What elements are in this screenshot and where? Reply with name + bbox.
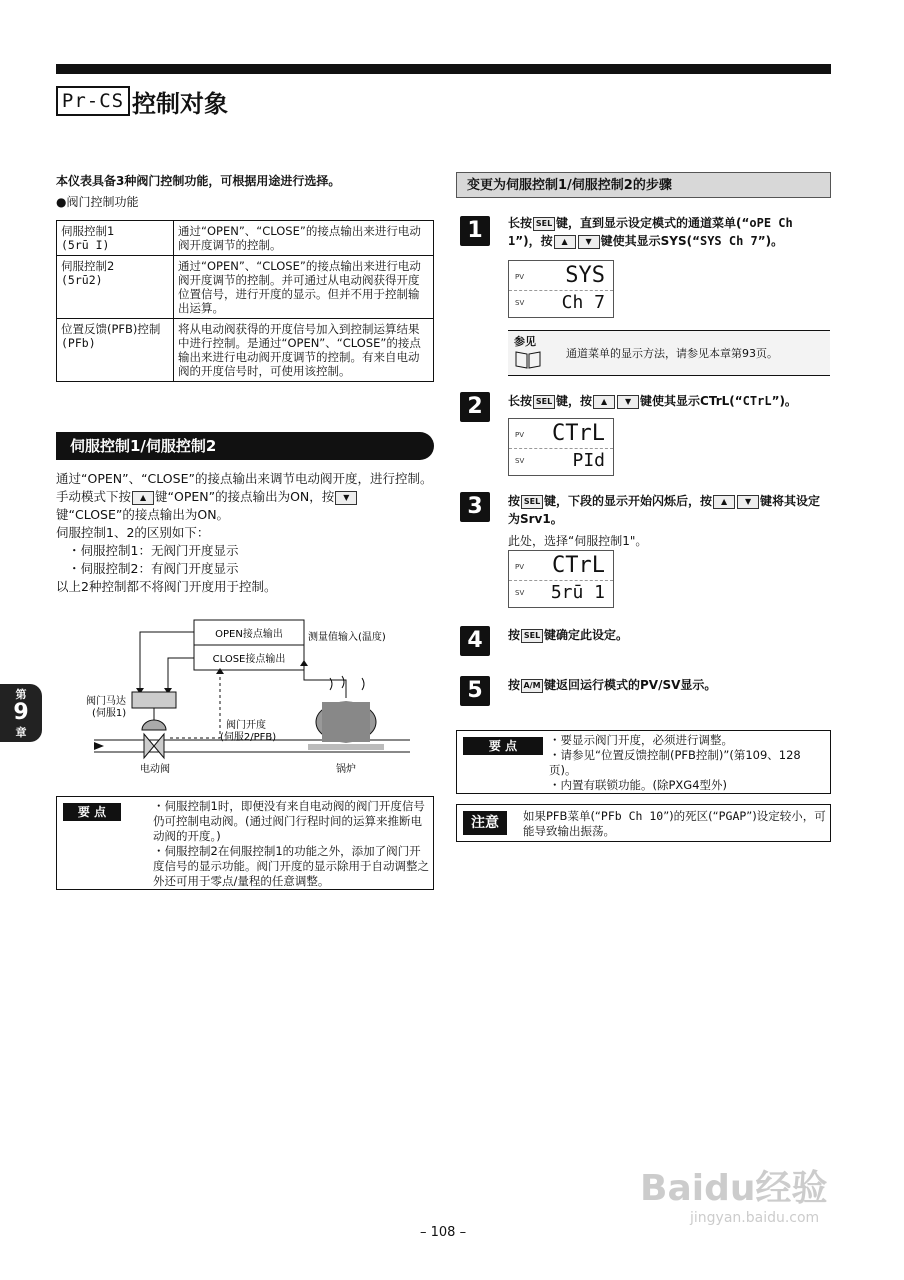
note-item: ・伺服控制2在伺服控制1的功能之外，添加了阀门开度信号的显示功能。阀门开度的显示除用于自动调整之外还可用于零点/量程的任意调整。 (153, 844, 429, 888)
key-points-box (56, 796, 434, 890)
step-number: 3 (460, 492, 490, 522)
menu-code-badge: Pr-CS (56, 86, 130, 116)
motor-sublabel: (伺服1) (92, 708, 127, 719)
boiler-label: 锅炉 (336, 764, 356, 775)
caution-label: 注意 (463, 811, 507, 835)
sel-key-icon: SEL (521, 495, 543, 509)
up-key-icon: ▲ (593, 395, 615, 409)
sel-key-icon: SEL (533, 217, 555, 231)
table-row (57, 319, 434, 382)
page-title: 控制对象 (132, 90, 228, 118)
up-key-icon: ▲ (554, 235, 576, 249)
valve-motor (132, 692, 176, 708)
opening-label: 阀门开度 (226, 720, 266, 731)
lcd-display: PV SYS SV Ch 7 (508, 260, 614, 318)
valve-label: 电动阀 (140, 764, 170, 775)
key-points-label: 要 点 (463, 737, 543, 755)
table-cell-desc: 将从电动阀获得的开度信号加入到控制运算结果中进行控制。是通过“OPEN”、“CLOSE”的接点输出来进行电动阀开度调节的控制。有来自电动阀的开度信号时，可使用该控制。 (174, 319, 434, 382)
pv-display: SYS (565, 263, 605, 288)
subtitle: ●阀门控制功能 (56, 195, 139, 209)
table-row (57, 221, 434, 256)
table-row (57, 256, 434, 319)
motor-label: 阀门马达 (86, 696, 126, 707)
chapter-tab: 第 9 章 (0, 684, 42, 742)
page-number: – 108 – (420, 1225, 467, 1240)
section-heading: 伺服控制1/伺服控制2 (56, 432, 434, 460)
up-key-icon: ▲ (713, 495, 735, 509)
lcd-display: PV CTrL SV 5rū 1 (508, 550, 614, 608)
pv-display: CTrL (552, 421, 605, 446)
step-number: 2 (460, 392, 490, 422)
step-text: 长按 SEL 键，直到显示设定模式的通道菜单(“oPE Ch 1”)，按 ▲ ▼ 键使其显示SYS(“SYS Ch 7”)。 (508, 216, 793, 248)
open-output-label: OPEN接点输出 (215, 629, 283, 640)
opening-sublabel: (伺服2/PFB) (220, 732, 277, 743)
top-rule (56, 64, 831, 74)
table-cell-desc: 通过“OPEN”、“CLOSE”的接点输出来进行电动阀开度调节的控制。并可通过从电动阀获得开度位置信号，进行开度的显示。但并不用于控制输出运算。 (174, 256, 434, 319)
caution-text: 如果PFB菜单(“PFb Ch 10”)的死区(“PGAP”)设定较小，可能导致输出振荡。 (523, 809, 826, 838)
pv-display: CTrL (552, 553, 605, 578)
key-points-label: 要 点 (63, 803, 121, 821)
table-cell-desc: 通过“OPEN”、“CLOSE”的接点输出来进行电动阀开度调节的控制。 (174, 221, 434, 256)
step-text: 按 SEL 键，下段的显示开始闪烁后，按 ▲ ▼ 键将其设定为Srv1。 (508, 494, 821, 526)
book-icon (514, 349, 542, 369)
step-note: 此处，选择“伺服控制1"。 (508, 534, 648, 548)
key-points-box (456, 730, 831, 794)
step-number: 1 (460, 216, 490, 246)
sel-key-icon: SEL (521, 629, 543, 643)
sel-key-icon: SEL (533, 395, 555, 409)
sv-display: Ch 7 (561, 292, 605, 313)
step-text: 按 A/M 键返回运行模式的PV/SV显示。 (508, 678, 717, 692)
up-key-icon: ▲ (132, 491, 154, 505)
step-number: 4 (460, 626, 490, 656)
table-cell-name: 伺服控制1 (5rū I) (57, 221, 174, 256)
note-item: ・内置有联锁功能。(除PXG4型外) (549, 778, 728, 792)
caution-box (456, 804, 831, 842)
lcd-display: PV CTrL SV PId (508, 418, 614, 476)
measure-input-label: 测量值输入(温度) (308, 632, 386, 643)
intro-text: 本仪表具备3种阀门控制功能，可根据用途进行选择。 (56, 174, 341, 188)
down-key-icon: ▼ (737, 495, 759, 509)
watermark-brand: Baidu经验 (640, 1168, 828, 1209)
valve-control-diagram (80, 618, 420, 778)
note-item: ・伺服控制1时，即便没有来自电动阀的阀门开度信号仍可控制电动阀。(通过阀门行程时间的运算来推断电动阀的开度。) (153, 799, 425, 843)
down-key-icon: ▼ (617, 395, 639, 409)
section-body: 通过“OPEN”、“CLOSE”的接点输出来调节电动阀开度，进行控制。 手动模式下按 ▲ 键“OPEN”的接点输出为ON，按 ▼键“CLOSE”的接点输出为ON。 伺服控制1、2的区别如下： ・伺服控制1：无阀门开度显示 ・伺服控制2：有阀门开度显示 以上2种控制都不将阀门开度用于控制。 (56, 471, 433, 594)
note-item: ・要显示阀门开度，必须进行调整。 (549, 733, 733, 747)
table-cell-name: 伺服控制2 (5rū2) (57, 256, 174, 319)
close-output-label: CLOSE接点输出 (212, 654, 286, 665)
down-key-icon: ▼ (335, 491, 357, 505)
am-key-icon: A/M (521, 679, 543, 693)
down-key-icon: ▼ (578, 235, 600, 249)
step-text: 按 SEL 键确定此设定。 (508, 628, 629, 642)
reference-box: 参见 通道菜单的显示方法，请参见本章第93页。 (508, 330, 830, 376)
note-item: ・请参见“位置反馈控制(PFB控制)”(第109、128页)。 (549, 748, 801, 777)
sv-display: PId (572, 450, 605, 471)
watermark-url: jingyan.baidu.com (690, 1210, 820, 1226)
step-number: 5 (460, 676, 490, 706)
step-text: 长按 SEL 键，按 ▲ ▼ 键使其显示CTrL(“CTrL”)。 (508, 394, 797, 408)
table-cell-name: 位置反馈(PFB)控制 (PFb) (57, 319, 174, 382)
function-table (56, 220, 434, 382)
procedure-heading: 变更为伺服控制1/伺服控制2的步骤 (456, 172, 831, 198)
sv-display: 5rū 1 (550, 582, 605, 603)
